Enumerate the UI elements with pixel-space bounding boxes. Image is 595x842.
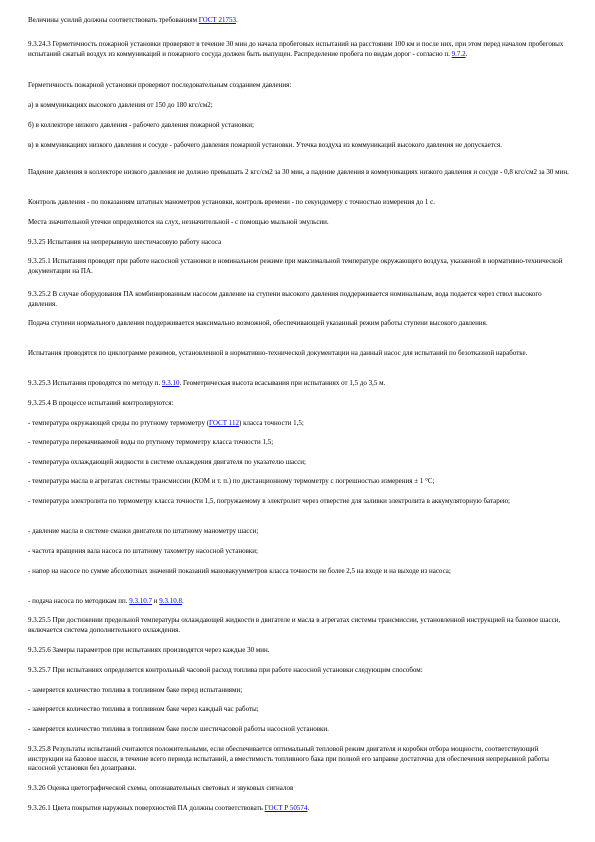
gost-r-50574-link[interactable]: ГОСТ Р 50574 xyxy=(264,804,308,812)
gost-112-link[interactable]: ГОСТ 112 xyxy=(209,419,239,427)
clause-9-7-2-link[interactable]: 9.7.2 xyxy=(451,49,466,58)
paragraph-text: . Геометрическая высота всасывания при испытаниях от 1,5 до 3,5 м. xyxy=(179,379,386,387)
list-item: - частота вращения вала насоса по штатному тахометру насосной установки; xyxy=(28,547,258,555)
list-item: - давление масла в системе смазки двигателя по штатному манометру шасси; xyxy=(28,527,259,535)
clause-9-3-10-link[interactable]: 9.3.10 xyxy=(161,379,180,387)
section-heading: 9.3.25 Испытания на непрерывную шестичасовую работу насоса xyxy=(28,238,222,246)
paragraph-text: . xyxy=(465,49,468,58)
paragraph: Контроль давления - по показаниям штатных манометров установки, контроль времени - по секундомеру с точностью измерения до 1 с. xyxy=(28,198,435,206)
paragraph: 9.3.25.5 При достижении предельной температуры охлаждающей жидкости в двигателе и масла в агрегатах системы трансмиссии, установленной инструкцией на базовое шасси, включается система дополнительного охлаждения. xyxy=(28,616,561,634)
paragraph xyxy=(28,16,570,26)
paragraph-text: - температура окружающей среды по ртутному термометру ( xyxy=(28,419,210,427)
paragraph-text: . xyxy=(307,804,310,812)
list-item: - замеряется количество топлива в топливном баке перед испытаниями; xyxy=(28,686,243,694)
list-item: - температура масла в агрегатах системы трансмиссии (КОМ и т. п.) по дистанционному термометру с погрешностью измерения ± 1 °С; xyxy=(28,477,435,485)
list-item: - температура охлаждающей жидкости в системе охлаждения двигателя по указателю шасси; xyxy=(28,458,306,466)
paragraph: 9.3.25.4 В процессе испытаний контролируются: xyxy=(28,399,174,407)
paragraph: в) в коммуникациях низкого давления и сосуде - рабочего давления пожарной установки. Утечка воздуха из коммуникаций высокого давления не допускается. xyxy=(28,141,502,149)
section-heading: 9.3.26 Оценка цветографической схемы, опознавательных световых и звуковых сигналов xyxy=(28,784,294,792)
paragraph: а) в коммуникациях высокого давления от 150 до 180 кгс/см2; xyxy=(28,101,213,109)
paragraph xyxy=(28,40,570,59)
paragraph-text: . xyxy=(235,16,238,24)
clause-9-3-10-7-link[interactable]: 9.3.10.7 xyxy=(129,597,153,605)
paragraph-text: 9.3.24.3 Герметичность пожарной установки проверяют в течение 30 мин до начала пробеговых испытаний на расстоянии 100 км и после них, при этом перед началом пробеговых испытаний сжатый воздух из коммуникаций и пожарного сосуда должен быть выпущен. Распределение пробега по видам дорог - согласно п. xyxy=(28,40,564,58)
paragraph: Герметичность пожарной установки проверяют последовательным созданием давления: xyxy=(28,81,292,89)
list-item xyxy=(28,419,570,429)
paragraph: 9.3.25.7 При испытаниях определяется контрольный часовой расход топлива при работе насосной установки следующим способом: xyxy=(28,666,423,674)
clause-9-3-10-8-link[interactable]: 9.3.10.8 xyxy=(159,597,183,605)
paragraph: Испытания проводятся по циклограмме режимов, установленной в нормативно-технической документации на данный насос для испытаний по безотказной наработке. xyxy=(28,349,528,357)
paragraph-text: 9.3.26.1 Цвета покрытия наружных поверхностей ПА должны соответствовать xyxy=(28,804,265,812)
paragraph-text: 9.3.25.3 Испытания проводятся по методу п. xyxy=(28,379,162,387)
list-item: - напор на насосе по сумме абсолютных значений показаний мановакуумметров класса точности не более 2,5 на входе и на выходе из насоса; xyxy=(28,567,451,575)
paragraph: Места значительной утечки определяются на слух, незначительной - с помощью мыльной эмульсии. xyxy=(28,218,329,226)
gost-21753-link[interactable]: ГОСТ 21753 xyxy=(198,16,236,24)
list-item: - замеряется количество топлива в топливном баке через каждый час работы; xyxy=(28,705,259,713)
paragraph: Падение давления в коллекторе низкого давления не должно превышать 2 кгс/см2 за 30 мин, а падение давления в коммуникациях низкого давления и сосуде - 0,8 кгс/см2 за 30 мин. xyxy=(28,168,569,176)
paragraph-text: и xyxy=(152,597,160,605)
paragraph xyxy=(28,379,570,389)
paragraph-text: - подача насоса по методикам пп. xyxy=(28,597,130,605)
list-item: - температура перекачиваемой воды по ртутному термометру класса точности 1,5; xyxy=(28,438,274,446)
list-item xyxy=(28,597,570,607)
list-item: - температура электролита по термометру класса точности 1,5, погружаемому в электролит через отверстие для заливки электролита в аккумуляторную батарею; xyxy=(28,497,510,505)
paragraph: 9.3.25.8 Результаты испытаний считаются положительными, если обеспечивается оптимальный тепловой режим двигателя и коробки отбора мощности, соответствующий инструкции на базовое шасси, в течение всего периода испытаний, а вместимость топливного бака при полной его заправке достаточна для обеспечения непрерывной работы насосной установки без дозаправки. xyxy=(28,745,549,772)
paragraph-text: Величины усилий должны соответствовать требованиям xyxy=(28,16,199,24)
paragraph: 9.3.25.2 В случае оборудования ПА комбинированным насосом давление на ступени высокого давления поддерживается номинальным, вода подается через ствол высокого давления. xyxy=(28,290,542,308)
list-item: - замеряется количество топлива в топливном баке после шестичасовой работы насосной установки. xyxy=(28,725,329,733)
paragraph-text: . xyxy=(182,597,184,605)
paragraph: Подача ступени нормального давления поддерживается максимально возможной, обеспечивающей указанный режим работы ступени высокого давления. xyxy=(28,319,488,327)
paragraph xyxy=(28,804,570,814)
paragraph: 9.3.25.6 Замеры параметров при испытаниях производятся через каждые 30 мин. xyxy=(28,646,270,654)
paragraph-text: ) класса точности 1,5; xyxy=(239,419,304,427)
paragraph: 9.3.25.1 Испытания проводят при работе насосной установки в номинальном режиме при максимальной температуре окружающего воздуха, указанной в нормативно-технической документации на ПА. xyxy=(28,257,563,275)
paragraph: б) в коллекторе низкого давления - рабочего давления пожарной установки; xyxy=(28,121,254,129)
